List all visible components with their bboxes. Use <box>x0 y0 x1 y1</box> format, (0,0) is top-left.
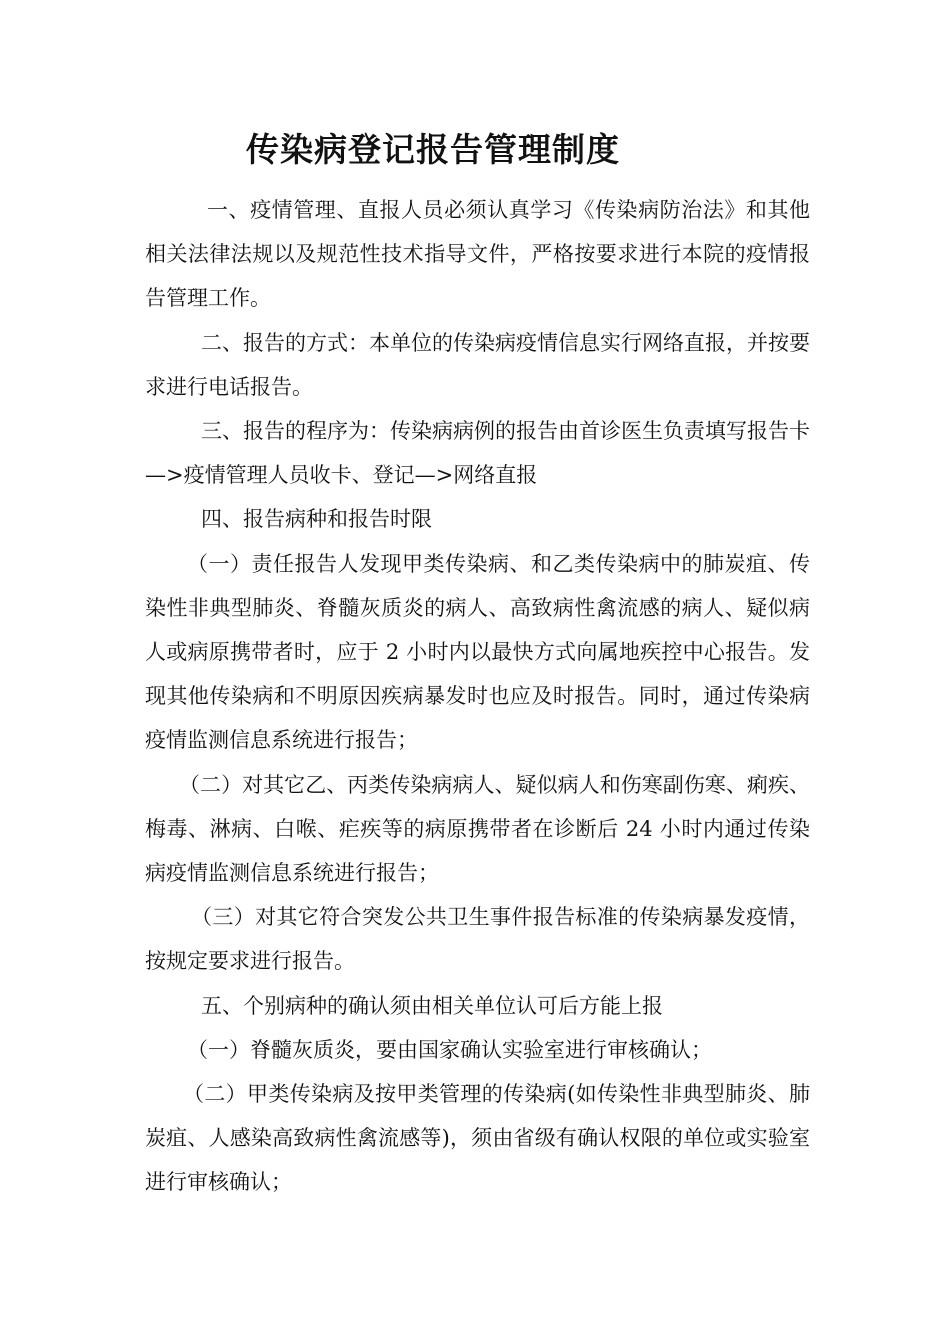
paragraph-4: 四、报告病种和报告时限 <box>201 507 432 532</box>
paragraph-8: 五、个别病种的确认须由相关单位认可后方能上报 <box>201 993 663 1018</box>
document-body <box>145 188 810 1205</box>
document-title: 传染病登记报告管理制度 <box>246 130 620 169</box>
paragraph-10: （二）甲类传染病及按甲类管理的传染病(如传染性非典型肺炎、肺炭疽、人感染高致病性禽流感等)，须由省级有确认权限的单位或实验室进行审核确认； <box>145 1082 810 1195</box>
paragraph-6: （二）对其它乙、丙类传染病病人、疑似病人和伤寒副伤寒、痢疾、梅毒、淋病、白喉、疟疾等的病原携带者在诊断后 24 小时内通过传染病疫情监测信息系统进行报告； <box>145 772 810 886</box>
paragraph-1: 一、疫情管理、直报人员必须认真学习《传染病防治法》和其他相关法律法规以及规范性技术指导文件，严格按要求进行本院的疫情报告管理工作。 <box>145 198 810 311</box>
paragraph-7: （三）对其它符合突发公共卫生事件报告标准的传染病暴发疫情，按规定要求进行报告。 <box>145 905 810 974</box>
paragraph-5: （一）责任报告人发现甲类传染病、和乙类传染病中的肺炭疽、传染性非典型肺炎、脊髓灰质炎的病人、高致病性禽流感的病人、疑似病人或病原携带者时，应于 2 小时内以最快方式向属地疾控中心报告。发现其他传染病和不明原因疾病暴发时也应及时报告。同时，通过传染病疫情监测信息系统进行报告； <box>145 551 810 753</box>
paragraph-3: 三、报告的程序为：传染病病例的报告由首诊医生负责填写报告卡—>疫情管理人员收卡、登记—>网络直报 <box>145 419 810 488</box>
paragraph-2: 二、报告的方式：本单位的传染病疫情信息实行网络直报，并按要求进行电话报告。 <box>145 330 810 399</box>
paragraph-9: （一）脊髓灰质炎，要由国家确认实验室进行审核确认； <box>187 1037 712 1062</box>
